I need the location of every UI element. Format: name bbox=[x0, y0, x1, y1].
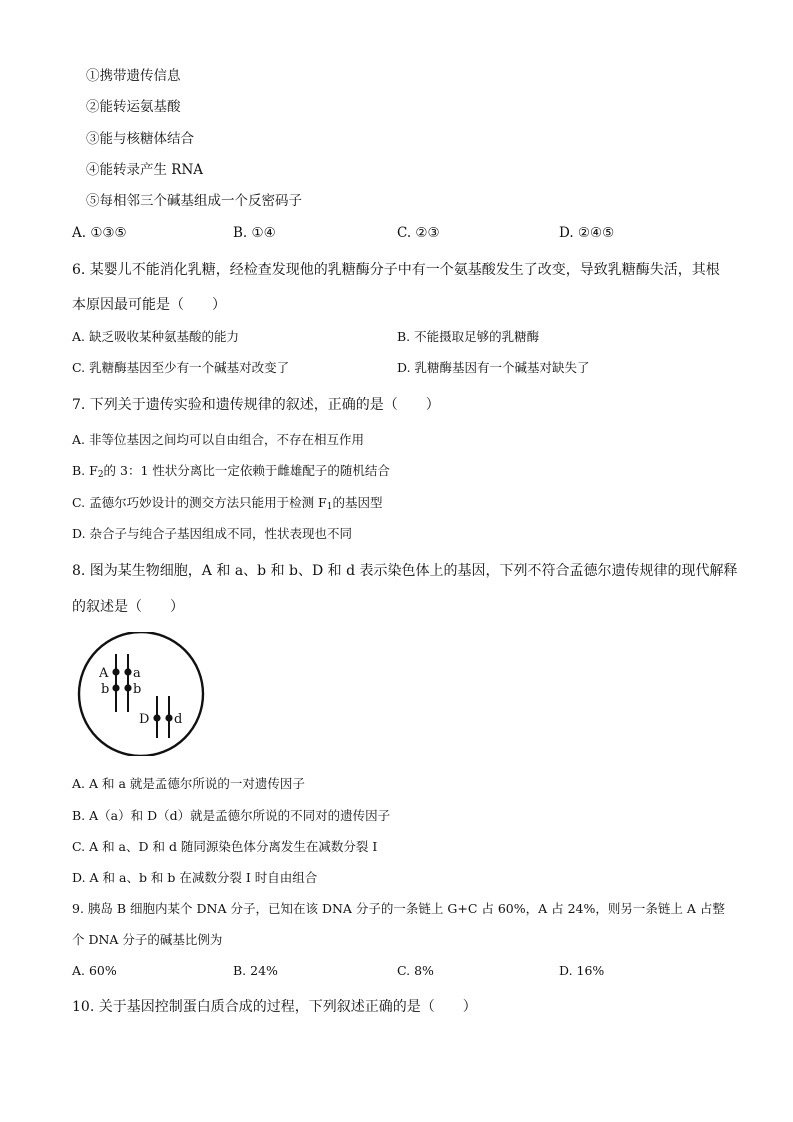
q6-stem-line1: 6. 某婴儿不能消化乳糖，经检查发现他的乳糖酶分子中有一个氨基酸发生了改变，导致乳糖酶失活，其根 bbox=[72, 262, 720, 278]
q8-stem-line2: 的叙述是（ ） bbox=[72, 599, 184, 615]
gene-locus-b-right bbox=[124, 684, 131, 691]
q9-option-a[interactable]: A. 60% bbox=[72, 963, 117, 978]
q7-stem: 7. 下列关于遗传实验和遗传规律的叙述，正确的是（ ） bbox=[72, 397, 440, 413]
statement-1: ①携带遗传信息 bbox=[86, 68, 181, 84]
label-D: D bbox=[139, 712, 150, 727]
q6-stem-line2: 本原因最可能是（ ） bbox=[72, 297, 226, 313]
q7-option-b[interactable]: B. $F_2$的 3：1 性状分离比一定依赖于雌雄配子的随机结合 bbox=[72, 463, 390, 480]
q10-stem: 10. 关于基因控制蛋白质合成的过程，下列叙述正确的是（ ） bbox=[72, 999, 477, 1015]
gene-locus-A bbox=[112, 668, 119, 675]
q9-stem-line1: 9. 胰岛 B 细胞内某个 DNA 分子，已知在该 DNA 分子的一条链上 G+C 占 60%，A 占 24%，则另一条链上 A 占整 bbox=[72, 901, 725, 916]
q6-option-a[interactable]: A. 缺乏吸收某种氨基酸的能力 bbox=[72, 329, 239, 344]
statement-5: ⑤每相邻三个碱基组成一个反密码子 bbox=[86, 193, 302, 209]
statement-4: ④能转录产生 RNA bbox=[86, 162, 204, 178]
q9-option-b[interactable]: B. 24% bbox=[233, 963, 278, 978]
gene-locus-b-left bbox=[112, 684, 119, 691]
q6-option-b[interactable]: B. 不能摄取足够的乳糖酶 bbox=[397, 329, 540, 344]
q8-stem-line1: 8. 图为某生物细胞，A 和 a、b 和 b、D 和 d 表示染色体上的基因，下列不符合孟德尔遗传规律的现代解释 bbox=[72, 563, 738, 579]
q9-option-c[interactable]: C. 8% bbox=[397, 963, 434, 978]
label-b-right: b bbox=[133, 682, 142, 697]
gene-locus-D bbox=[153, 714, 160, 721]
q5-option-a[interactable]: A. ①③⑤ bbox=[72, 225, 127, 241]
label-a: a bbox=[133, 666, 141, 681]
label-A: A bbox=[99, 666, 109, 681]
q8-option-b[interactable]: B. A（a）和 D（d）就是孟德尔所说的不同对的遗传因子 bbox=[72, 808, 391, 823]
q7-option-a[interactable]: A. 非等位基因之间均可以自由组合，不存在相互作用 bbox=[72, 432, 364, 447]
q5-option-b[interactable]: B. ①④ bbox=[233, 225, 276, 241]
q5-option-c[interactable]: C. ②③ bbox=[397, 225, 440, 241]
q8-option-a[interactable]: A. A 和 a 就是孟德尔所说的一对遗传因子 bbox=[72, 776, 305, 791]
q8-option-c[interactable]: C. A 和 a、D 和 d 随同源染色体分离发生在减数分裂 I bbox=[72, 839, 378, 854]
q7-option-d[interactable]: D. 杂合子与纯合子基因组成不同，性状表现也不同 bbox=[72, 526, 353, 541]
gene-locus-a bbox=[124, 668, 131, 675]
statement-3: ③能与核糖体结合 bbox=[86, 131, 194, 147]
q6-option-d[interactable]: D. 乳糖酶基因有一个碱基对缺失了 bbox=[397, 360, 590, 375]
q9-stem-line2: 个 DNA 分子的碱基比例为 bbox=[72, 932, 223, 947]
q8-option-d[interactable]: D. A 和 a、b 和 b 在减数分裂 I 时自由组合 bbox=[72, 870, 318, 885]
statement-2: ②能转运氨基酸 bbox=[86, 99, 181, 115]
cell-diagram bbox=[76, 632, 210, 756]
gene-locus-d bbox=[165, 714, 172, 721]
label-b-left: b bbox=[101, 682, 110, 697]
q7-option-c[interactable]: C. 孟德尔巧妙设计的测交方法只能用于检测 $F_1$的基因型 bbox=[72, 495, 383, 512]
q6-option-c[interactable]: C. 乳糖酶基因至少有一个碱基对改变了 bbox=[72, 360, 290, 375]
q9-option-d[interactable]: D. 16% bbox=[559, 963, 605, 978]
label-d: d bbox=[174, 712, 183, 727]
q5-option-d[interactable]: D. ②④⑤ bbox=[559, 225, 615, 241]
